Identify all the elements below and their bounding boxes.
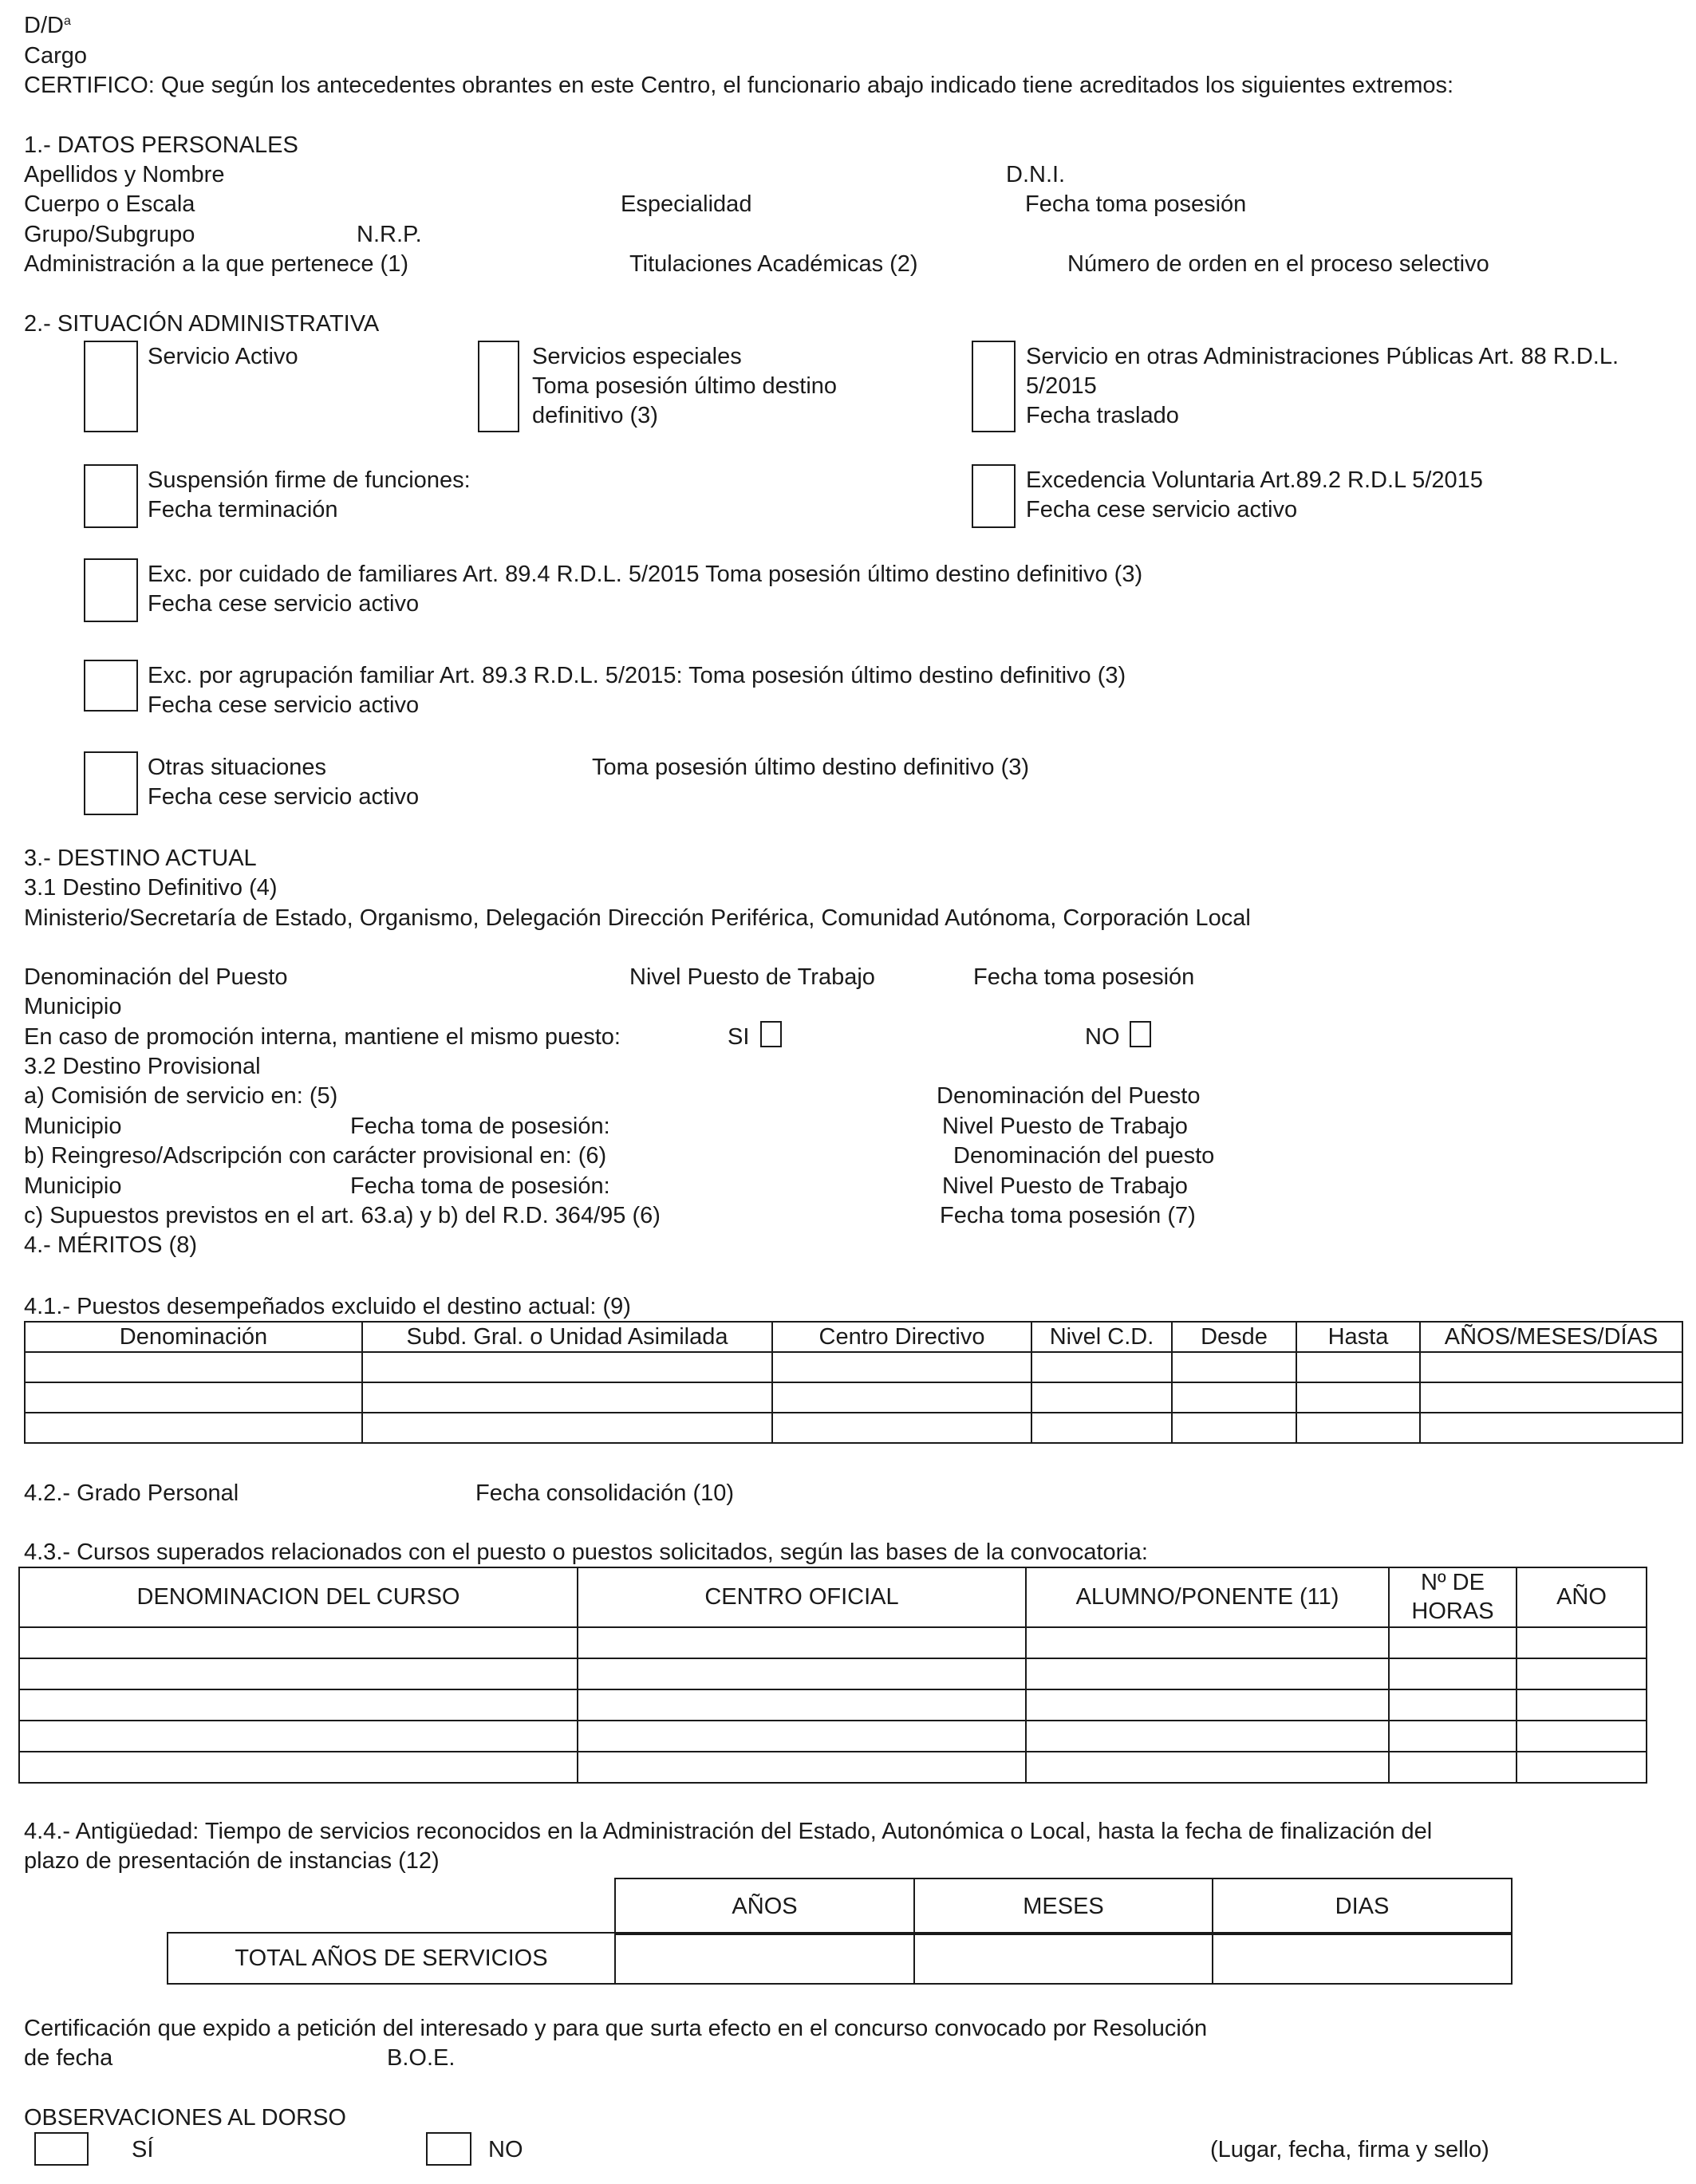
- servicios-especiales-definitivo: definitivo (3): [532, 403, 658, 428]
- supuestos-label: c) Supuestos previstos en el art. 63.a) y b) del R.D. 364/95 (6): [24, 1203, 661, 1228]
- agrupacion-familiar-label: Exc. por agrupación familiar Art. 89.3 R.D.L. 5/2015: Toma posesión último destino definitivo (3): [148, 663, 1126, 688]
- table-cell[interactable]: [1517, 1627, 1647, 1658]
- grupo-label: Grupo/Subgrupo: [24, 222, 195, 247]
- antiguedad-text-2: plazo de presentación de instancias (12): [24, 1848, 440, 1874]
- puestos-header-subdireccion: Subd. Gral. o Unidad Asimilada: [362, 1322, 772, 1352]
- cuerpo-label: Cuerpo o Escala: [24, 191, 195, 217]
- puestos-title: 4.1.- Puestos desempeñados excluido el destino actual: (9): [24, 1294, 631, 1319]
- municipio-label: Municipio: [24, 994, 122, 1019]
- antiguedad-header-meses: MESES: [914, 1878, 1213, 1934]
- cuidado-familiares-checkbox[interactable]: [84, 558, 138, 622]
- total-meses-cell[interactable]: [914, 1933, 1213, 1984]
- suspension-checkbox[interactable]: [84, 464, 138, 528]
- puestos-header-hasta: Hasta: [1296, 1322, 1420, 1352]
- total-anos-servicios-label: TOTAL AÑOS DE SERVICIOS: [168, 1933, 615, 1984]
- table-cell[interactable]: [25, 1352, 362, 1382]
- puestos-header-denominacion: Denominación: [25, 1322, 362, 1352]
- cargo-label: Cargo: [24, 43, 87, 69]
- comision-nivel-label: Nivel Puesto de Trabajo: [942, 1114, 1188, 1139]
- fecha-toma-posesion-label: Fecha toma posesión: [973, 964, 1195, 990]
- cursos-header-alumno: ALUMNO/PONENTE (11): [1026, 1567, 1389, 1627]
- otras-administraciones-checkbox[interactable]: [972, 341, 1016, 432]
- table-cell[interactable]: [1296, 1413, 1420, 1443]
- table-cell[interactable]: [578, 1689, 1026, 1721]
- fecha-toma-label: Fecha toma posesión: [1025, 191, 1247, 217]
- otras-administraciones-label: Servicio en otras Administraciones Públicas Art. 88 R.D.L.: [1026, 344, 1619, 369]
- table-cell[interactable]: [1517, 1689, 1647, 1721]
- agrupacion-familiar-checkbox[interactable]: [84, 660, 138, 712]
- reingreso-nivel-label: Nivel Puesto de Trabajo: [942, 1173, 1188, 1199]
- table-cell[interactable]: [1517, 1752, 1647, 1783]
- table-row: [19, 1721, 1647, 1752]
- table-cell[interactable]: [772, 1382, 1031, 1413]
- promocion-si-label: SI: [728, 1024, 750, 1050]
- table-cell[interactable]: [25, 1413, 362, 1443]
- table-row: [19, 1752, 1647, 1783]
- cursos-header-horas: [1389, 1567, 1517, 1627]
- excedencia-voluntaria-fecha: Fecha cese servicio activo: [1026, 497, 1298, 522]
- observaciones-no-label: NO: [488, 2137, 523, 2162]
- table-row: [19, 1689, 1647, 1721]
- reingreso-denominacion-label: Denominación del puesto: [953, 1143, 1215, 1169]
- table-cell[interactable]: [19, 1689, 578, 1721]
- otras-situaciones-toma: Toma posesión último destino definitivo (3): [592, 755, 1030, 780]
- reingreso-label: b) Reingreso/Adscripción con carácter provisional en: (6): [24, 1143, 607, 1169]
- observaciones-label: OBSERVACIONES AL DORSO: [24, 2105, 346, 2131]
- table-cell[interactable]: [1172, 1413, 1296, 1443]
- table-row: [19, 1627, 1647, 1658]
- table-row: [25, 1382, 1682, 1413]
- cursos-header-centro: CENTRO OFICIAL: [578, 1567, 1026, 1627]
- titulaciones-label: Titulaciones Académicas (2): [629, 251, 918, 277]
- fecha-consolidacion-label: Fecha consolidación (10): [475, 1480, 735, 1506]
- section-3-title: 3.- DESTINO ACTUAL: [24, 846, 257, 871]
- table-cell[interactable]: [19, 1721, 578, 1752]
- antiguedad-text: 4.4.- Antigüedad: Tiempo de servicios reconocidos en la Administración del Estado, Autonómica o Local, hasta la fecha de finalización del: [24, 1819, 1433, 1844]
- otras-situaciones-label: Otras situaciones: [148, 755, 327, 780]
- table-cell[interactable]: [19, 1627, 578, 1658]
- boe-label: B.O.E.: [387, 2045, 456, 2071]
- table-cell[interactable]: [1517, 1658, 1647, 1689]
- puestos-header-desde: Desde: [1172, 1322, 1296, 1352]
- cursos-table: [18, 1567, 1647, 1784]
- ministerio-label: Ministerio/Secretaría de Estado, Organismo, Delegación Dirección Periférica, Comunidad Autónoma, Corporación Local: [24, 905, 1251, 931]
- table-cell[interactable]: [1026, 1627, 1389, 1658]
- servicios-especiales-label: Servicios especiales: [532, 344, 742, 369]
- servicio-activo-label: Servicio Activo: [148, 344, 298, 369]
- table-cell[interactable]: [19, 1658, 578, 1689]
- cursos-header-ano: AÑO: [1517, 1567, 1647, 1627]
- table-cell[interactable]: [1389, 1752, 1517, 1783]
- antiguedad-header-table: [614, 1878, 1513, 1935]
- table-cell[interactable]: [1296, 1352, 1420, 1382]
- total-anos-cell[interactable]: [615, 1933, 914, 1984]
- observaciones-no-checkbox[interactable]: [426, 2132, 471, 2166]
- antiguedad-header-row: [615, 1878, 1512, 1934]
- table-cell[interactable]: [772, 1413, 1031, 1443]
- otras-administraciones-rdl: 5/2015: [1026, 373, 1097, 399]
- comision-municipio-label: Municipio: [24, 1114, 122, 1139]
- table-cell[interactable]: [1172, 1382, 1296, 1413]
- servicio-activo-checkbox[interactable]: [84, 341, 138, 432]
- apellidos-label: Apellidos y Nombre: [24, 162, 225, 187]
- table-row: [19, 1658, 1647, 1689]
- lugar-fecha-firma-label: (Lugar, fecha, firma y sello): [1210, 2137, 1489, 2162]
- table-cell[interactable]: [1389, 1658, 1517, 1689]
- promocion-interna-label: En caso de promoción interna, mantiene el mismo puesto:: [24, 1024, 621, 1050]
- antiguedad-total-table: [167, 1932, 1513, 1985]
- fecha-terminacion-label: Fecha terminación: [148, 497, 338, 522]
- table-cell[interactable]: [578, 1721, 1026, 1752]
- antiguedad-total-row: [168, 1933, 1512, 1984]
- table-cell[interactable]: [1026, 1752, 1389, 1783]
- table-cell[interactable]: [1026, 1658, 1389, 1689]
- dd-label: $D/D^a$: [24, 13, 71, 38]
- cursos-header-denominacion: DENOMINACION DEL CURSO: [19, 1567, 578, 1627]
- otras-situaciones-checkbox[interactable]: [84, 751, 138, 815]
- table-cell[interactable]: [1026, 1721, 1389, 1752]
- agrupacion-familiar-fecha: Fecha cese servicio activo: [148, 692, 420, 718]
- table-cell[interactable]: [1420, 1382, 1682, 1413]
- table-cell[interactable]: [1296, 1382, 1420, 1413]
- nrp-label: N.R.P.: [357, 222, 422, 247]
- destino-definitivo-title: 3.1 Destino Definitivo (4): [24, 875, 278, 901]
- fecha-traslado-label: Fecha traslado: [1026, 403, 1179, 428]
- table-cell[interactable]: [1172, 1352, 1296, 1382]
- table-cell[interactable]: [1389, 1689, 1517, 1721]
- puestos-header-duracion: AÑOS/MESES/DÍAS: [1420, 1322, 1682, 1352]
- puestos-header-centro: Centro Directivo: [772, 1322, 1031, 1352]
- reingreso-fecha-label: Fecha toma de posesión:: [350, 1173, 610, 1199]
- table-cell[interactable]: [1031, 1382, 1172, 1413]
- reingreso-municipio-label: Municipio: [24, 1173, 122, 1199]
- table-cell[interactable]: [578, 1658, 1026, 1689]
- table-cell[interactable]: [578, 1752, 1026, 1783]
- administracion-label: Administración a la que pertenece (1): [24, 251, 408, 277]
- antiguedad-header-dias: DIAS: [1213, 1878, 1512, 1934]
- cursos-title: 4.3.- Cursos superados relacionados con el puesto o puestos solicitados, según las bases de la convocatoria:: [24, 1539, 1148, 1565]
- especialidad-label: Especialidad: [621, 191, 752, 217]
- certifico-text: CERTIFICO: Que según los antecedentes obrantes en este Centro, el funcionario abajo indicado tiene acreditados los siguientes extremos:: [24, 73, 1454, 98]
- cuidado-familiares-fecha: Fecha cese servicio activo: [148, 591, 420, 617]
- servicios-especiales-toma: Toma posesión último destino: [532, 373, 838, 399]
- dni-label: D.N.I.: [1006, 162, 1066, 187]
- nivel-puesto-label: Nivel Puesto de Trabajo: [629, 964, 875, 990]
- certificacion-text: Certificación que expido a petición del interesado y para que surta efecto en el concurso convocado por Resolución: [24, 2016, 1208, 2041]
- suspension-label: Suspensión firme de funciones:: [148, 467, 471, 493]
- numero-orden-label: Número de orden en el proceso selectivo: [1067, 251, 1489, 277]
- puestos-table: [24, 1321, 1683, 1444]
- table-cell[interactable]: [19, 1752, 578, 1783]
- grado-personal-label: 4.2.- Grado Personal: [24, 1480, 239, 1506]
- cursos-header-horas-line1: Nº DE: [1421, 1570, 1485, 1595]
- table-cell[interactable]: [578, 1627, 1026, 1658]
- table-cell[interactable]: [1420, 1352, 1682, 1382]
- table-cell[interactable]: [362, 1352, 772, 1382]
- table-cell[interactable]: [25, 1382, 362, 1413]
- cursos-header-row: [19, 1567, 1647, 1627]
- promocion-no-label: NO: [1085, 1024, 1120, 1050]
- table-cell[interactable]: [1389, 1627, 1517, 1658]
- de-fecha-label: de fecha: [24, 2045, 113, 2071]
- table-row: [25, 1352, 1682, 1382]
- observaciones-si-label: SÍ: [132, 2137, 154, 2162]
- table-cell[interactable]: [362, 1382, 772, 1413]
- destino-provisional-title: 3.2 Destino Provisional: [24, 1054, 261, 1079]
- total-dias-cell[interactable]: [1213, 1933, 1512, 1984]
- table-cell[interactable]: [1389, 1721, 1517, 1752]
- section-1-title: 1.- DATOS PERSONALES: [24, 132, 298, 158]
- table-cell[interactable]: [362, 1413, 772, 1443]
- comision-servicio-label: a) Comisión de servicio en: (5): [24, 1083, 338, 1109]
- antiguedad-header-anos: AÑOS: [615, 1878, 914, 1934]
- promocion-no-checkbox[interactable]: [1130, 1021, 1151, 1047]
- observaciones-si-checkbox[interactable]: [34, 2132, 89, 2166]
- denominacion-puesto-label: Denominación del Puesto: [24, 964, 288, 990]
- supuestos-fecha-label: Fecha toma posesión (7): [940, 1203, 1196, 1228]
- puestos-header-nivel: Nivel C.D.: [1031, 1322, 1172, 1352]
- table-cell[interactable]: [1517, 1721, 1647, 1752]
- puestos-header-row: [25, 1322, 1682, 1352]
- promocion-si-checkbox[interactable]: [760, 1021, 782, 1047]
- excedencia-voluntaria-label: Excedencia Voluntaria Art.89.2 R.D.L 5/2015: [1026, 467, 1483, 493]
- cuidado-familiares-label: Exc. por cuidado de familiares Art. 89.4 R.D.L. 5/2015 Toma posesión último destino definitivo (3): [148, 562, 1143, 587]
- table-row: [25, 1413, 1682, 1443]
- comision-fecha-label: Fecha toma de posesión:: [350, 1114, 610, 1139]
- table-cell[interactable]: [1026, 1689, 1389, 1721]
- comision-denominacion-label: Denominación del Puesto: [937, 1083, 1201, 1109]
- table-cell[interactable]: [772, 1352, 1031, 1382]
- servicios-especiales-checkbox[interactable]: [478, 341, 519, 432]
- table-cell[interactable]: [1031, 1352, 1172, 1382]
- otras-situaciones-fecha: Fecha cese servicio activo: [148, 784, 420, 810]
- section-2-title: 2.- SITUACIÓN ADMINISTRATIVA: [24, 311, 380, 337]
- table-cell[interactable]: [1420, 1413, 1682, 1443]
- section-4-title: 4.- MÉRITOS (8): [24, 1232, 197, 1258]
- cursos-header-horas-line2: HORAS: [1411, 1599, 1494, 1625]
- excedencia-voluntaria-checkbox[interactable]: [972, 464, 1016, 528]
- table-cell[interactable]: [1031, 1413, 1172, 1443]
